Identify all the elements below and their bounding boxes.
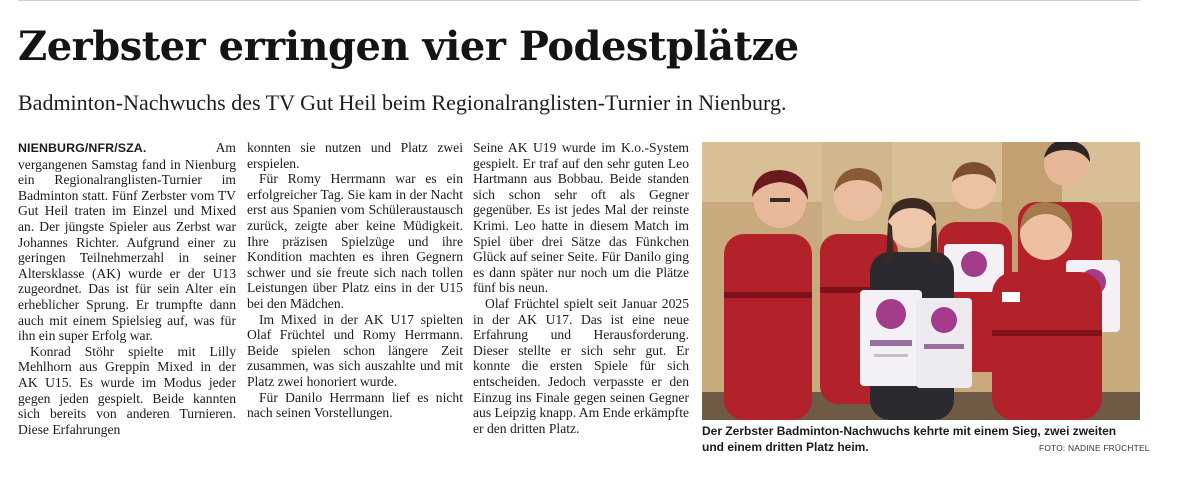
article-column-2 bbox=[247, 140, 463, 421]
certificate bbox=[916, 298, 972, 388]
article-column-3 bbox=[473, 140, 689, 436]
article-paragraph: Olaf Früchtel spielt seit Januar 2025 in der AK U17. Das ist eine neue Erfahrung und Herausforderung. Dieser stellte er sich sehr gut. Er konnte die ersten Spiele für sich entscheiden. Jedoch verpasste er den Einzug ins Finale gegen seinen Gegner aus Leipzig knapp. Am Ende erkämpfte er den dritten Platz. bbox=[473, 295, 689, 436]
paragraph-text: Am vergangenen Samstag fand in Nienburg ein Regionalranglisten-Turnier im Badminton statt. Fünf Zerbster vom TV Gut Heil traten im Einzel und Mixed an. Der jüngste Spieler aus Zerbst war Johannes Richter. Aufgrund einer zu geringen Teilnehmerzahl in seiner Altersklasse (AK) wurde er der U13 zugeordnet. Das ist für sein Alter ein erheblicher Sprung. Er trumpfte dann auch mit einem Spielsieg auf, was für ihn ein super Erfolg war. bbox=[18, 140, 236, 344]
top-rule bbox=[18, 0, 1140, 1]
article-headline: Zerbster erringen vier Podestplätze bbox=[18, 23, 799, 70]
article-subheadline: Badminton-Nachwuchs des TV Gut Heil beim Regionalranglisten-Turnier in Nienburg. bbox=[18, 90, 787, 115]
article-column-1 bbox=[18, 140, 236, 437]
article-paragraph: Für Romy Herrmann war es ein erfolgreicher Tag. Sie kam in der Nacht erst aus Spanien vom Schüleraustausch zurück, zeigte aber keine Müdigkeit. Ihre präzisen Spielzüge und ihre Kondition machten es ihren Gegnern schwer und sie freute sich nach tollen Leistungen über Platz eins in der U15 bei den Mädchen. bbox=[247, 171, 463, 311]
article-paragraph: Im Mixed in der AK U17 spielten Olaf Früchtel und Romy Herrmann. Beide spielen schon längere Zeit zusammen, was sich auszahlte und mit Platz zwei honoriert wurde. bbox=[247, 311, 463, 389]
team-photo bbox=[702, 142, 1140, 420]
photo-credit: FOTO: NADINE FRÜCHTEL bbox=[1039, 443, 1150, 453]
article-paragraph: Konrad Stöhr spielte mit Lilly Mehlhorn aus Greppin Mixed in der AK U15. Es wurde im Modus jeder gegen jeden gespielt. Beide kannten sich bereits von anderen Turnieren. Diese Erfahrungen bbox=[18, 343, 236, 437]
article-paragraph bbox=[18, 140, 236, 344]
article-paragraph: Seine AK U19 wurde im K.o.-System gespielt. Er traf auf den sehr guten Leo Hartmann aus Bobbau. Beide standen sich schon sehr oft als Gegner gegenüber. Es ist jedes Mal der reinste Krimi. Leo hatte in diesem Match im Spiel über drei Sätze das Fünkchen Glück auf seiner Seite. Für Danilo ging es dann später nur noch um die Plätze fünf bis neun. bbox=[473, 140, 689, 296]
certificate bbox=[860, 290, 922, 386]
dateline: NIENBURG/NFR/SZA. bbox=[18, 141, 147, 155]
team-photo-illustration bbox=[702, 142, 1140, 420]
article-paragraph: konnten sie nutzen und Platz zwei erspielen. bbox=[247, 140, 463, 171]
photo-caption: Der Zerbster Badminton-Nachwuchs kehrte mit einem Sieg, zwei zweiten und einem dritten Platz heim. bbox=[702, 424, 1117, 454]
article-paragraph: Für Danilo Herrmann lief es nicht nach seinen Vorstellungen. bbox=[247, 389, 463, 421]
